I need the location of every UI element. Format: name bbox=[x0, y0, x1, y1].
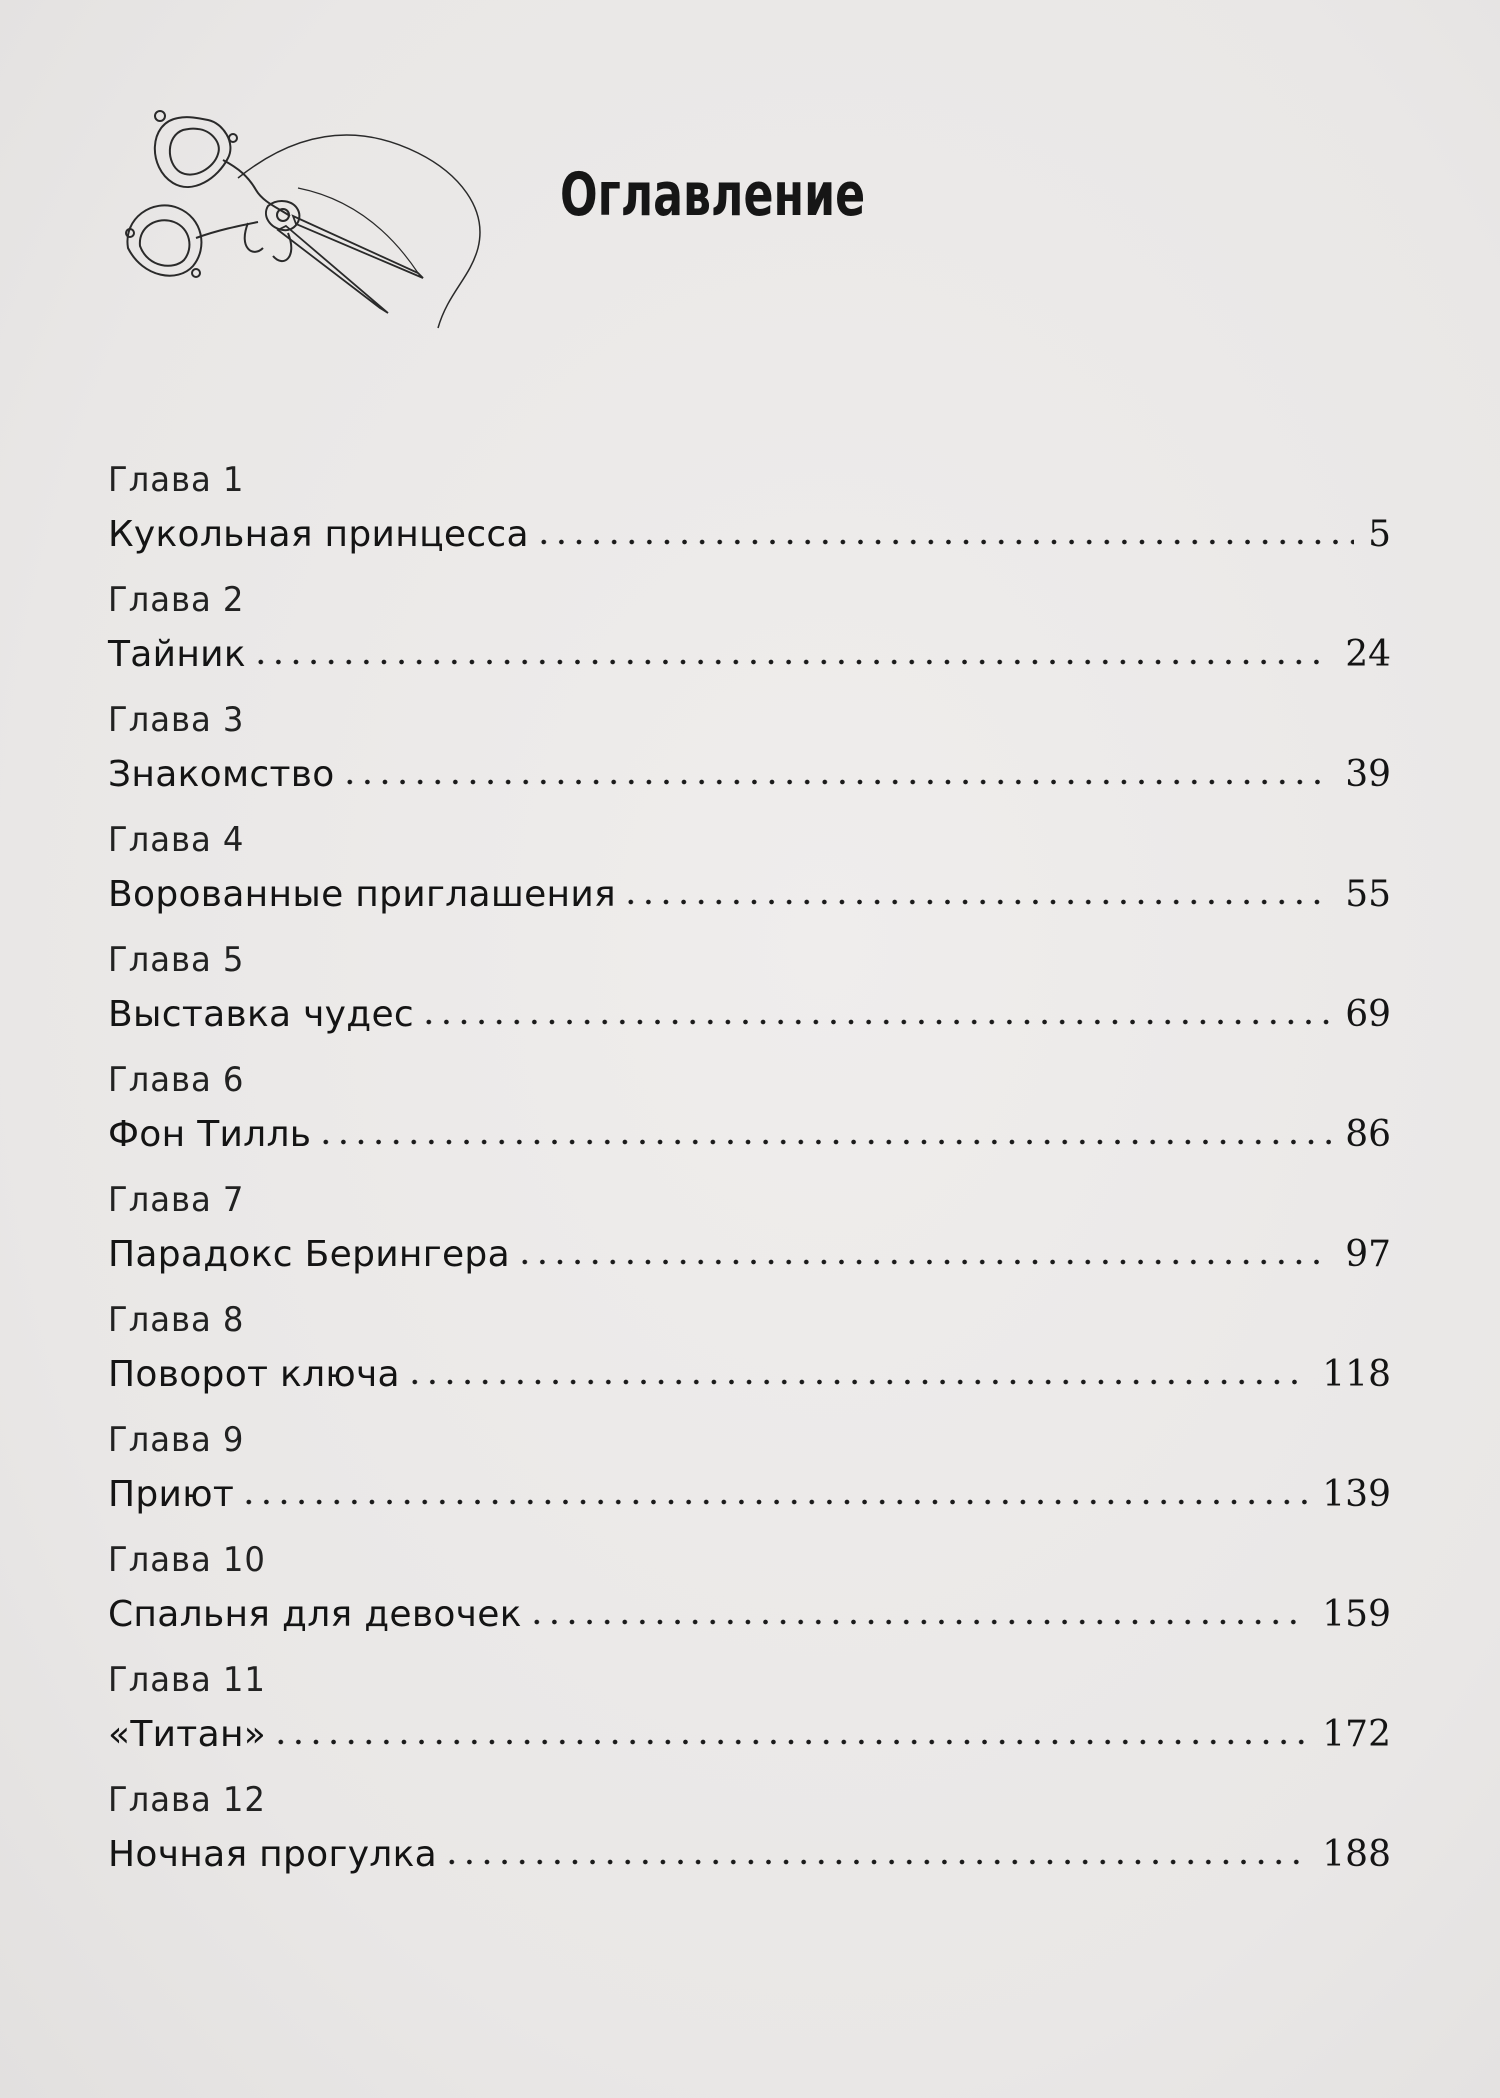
page-number: 188 bbox=[1322, 1834, 1391, 1875]
page-number: 86 bbox=[1345, 1114, 1391, 1155]
chapter-label: Глава 2 bbox=[108, 580, 245, 620]
dot-leader bbox=[272, 1737, 1308, 1747]
chapter-label: Глава 10 bbox=[108, 1540, 266, 1580]
chapter-label: Глава 5 bbox=[108, 940, 245, 980]
chapter-title: Тайник bbox=[108, 634, 246, 675]
page-number: 24 bbox=[1345, 634, 1391, 675]
chapter-line bbox=[108, 994, 1391, 1035]
chapter-label: Глава 11 bbox=[108, 1660, 266, 1700]
toc-entry[interactable] bbox=[108, 1532, 1391, 1652]
page-number: 55 bbox=[1345, 874, 1391, 915]
chapter-line bbox=[108, 1114, 1391, 1155]
chapter-label: Глава 9 bbox=[108, 1420, 245, 1460]
page-number: 139 bbox=[1322, 1474, 1391, 1515]
dot-leader bbox=[252, 657, 1331, 667]
chapter-label: Глава 6 bbox=[108, 1060, 245, 1100]
chapter-line bbox=[108, 634, 1391, 675]
chapter-title: Приют bbox=[108, 1474, 235, 1515]
chapter-title: Фон Тилль bbox=[108, 1114, 312, 1155]
chapter-line bbox=[108, 514, 1391, 555]
chapter-title: Кукольная принцесса bbox=[108, 514, 529, 555]
dot-leader bbox=[535, 537, 1354, 547]
dot-leader bbox=[622, 897, 1331, 907]
chapter-line bbox=[108, 1594, 1391, 1635]
toc-entry[interactable] bbox=[108, 1412, 1391, 1532]
chapter-title: Спальня для девочек bbox=[108, 1594, 522, 1635]
page-number: 69 bbox=[1345, 994, 1391, 1035]
chapter-label: Глава 4 bbox=[108, 820, 245, 860]
toc-entry[interactable] bbox=[108, 1652, 1391, 1772]
chapter-line bbox=[108, 1354, 1391, 1395]
page-number: 39 bbox=[1345, 754, 1391, 795]
chapter-line bbox=[108, 1834, 1391, 1875]
toc-entry[interactable] bbox=[108, 1772, 1391, 1892]
dot-leader bbox=[443, 1857, 1308, 1867]
chapter-label: Глава 7 bbox=[108, 1180, 245, 1220]
toc-entry[interactable] bbox=[108, 1172, 1391, 1292]
chapter-title: Парадокс Берингера bbox=[108, 1234, 510, 1275]
page-number: 118 bbox=[1322, 1354, 1391, 1395]
page-number: 5 bbox=[1368, 514, 1391, 555]
chapter-line bbox=[108, 1714, 1391, 1755]
page-number: 172 bbox=[1322, 1714, 1391, 1755]
page-number: 97 bbox=[1345, 1234, 1391, 1275]
scissors-icon bbox=[118, 98, 518, 338]
toc-entry[interactable] bbox=[108, 572, 1391, 692]
chapter-label: Глава 8 bbox=[108, 1300, 245, 1340]
toc-entry[interactable] bbox=[108, 452, 1391, 572]
dot-leader bbox=[528, 1617, 1309, 1627]
dot-leader bbox=[341, 777, 1332, 787]
page-number: 159 bbox=[1322, 1594, 1391, 1635]
toc-list bbox=[108, 452, 1391, 1892]
toc-title: Оглавление bbox=[560, 160, 866, 230]
dot-leader bbox=[317, 1137, 1331, 1147]
dot-leader bbox=[516, 1257, 1331, 1267]
toc-entry[interactable] bbox=[108, 692, 1391, 812]
chapter-line bbox=[108, 1474, 1391, 1515]
chapter-title: Ворованные приглашения bbox=[108, 874, 617, 915]
chapter-label: Глава 3 bbox=[108, 700, 245, 740]
chapter-line bbox=[108, 874, 1391, 915]
toc-entry[interactable] bbox=[108, 812, 1391, 932]
toc-entry[interactable] bbox=[108, 1292, 1391, 1412]
toc-entry[interactable] bbox=[108, 932, 1391, 1052]
chapter-title: Поворот ключа bbox=[108, 1354, 400, 1395]
chapter-title: «Титан» bbox=[108, 1714, 267, 1755]
chapter-line bbox=[108, 754, 1391, 795]
dot-leader bbox=[240, 1497, 1308, 1507]
dot-leader bbox=[406, 1377, 1308, 1387]
chapter-title: Выставка чудес bbox=[108, 994, 415, 1035]
chapter-label: Глава 1 bbox=[108, 460, 245, 500]
toc-entry[interactable] bbox=[108, 1052, 1391, 1172]
chapter-title: Ночная прогулка bbox=[108, 1834, 438, 1875]
chapter-title: Знакомство bbox=[108, 754, 335, 795]
chapter-line bbox=[108, 1234, 1391, 1275]
chapter-label: Глава 12 bbox=[108, 1780, 266, 1820]
dot-leader bbox=[420, 1017, 1331, 1027]
